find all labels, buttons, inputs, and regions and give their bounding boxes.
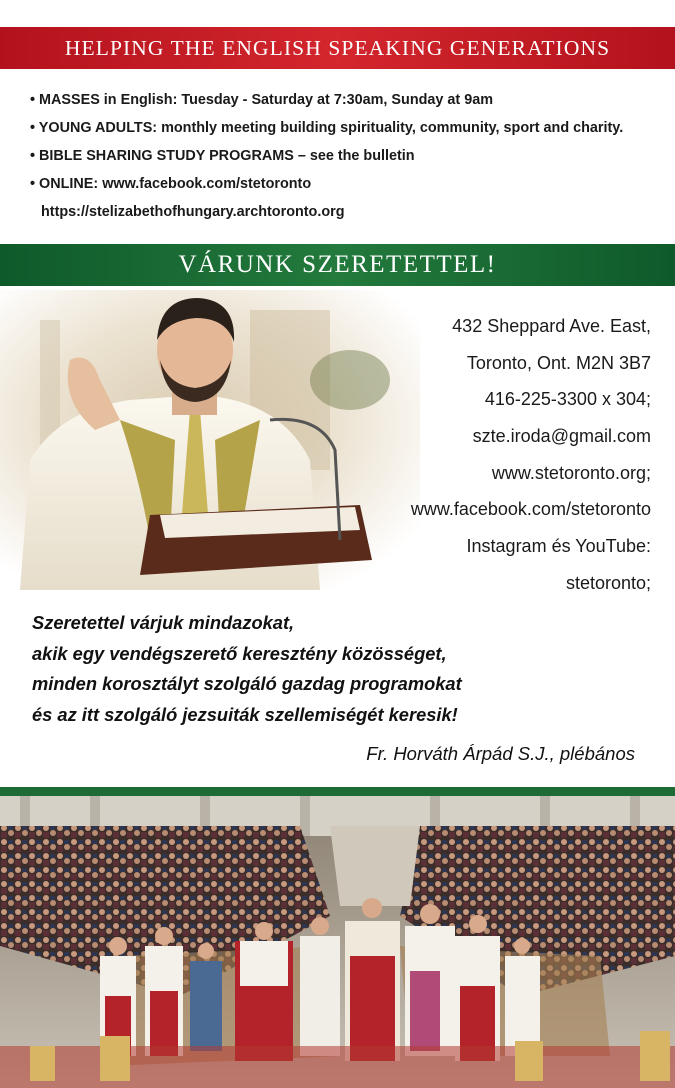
- contact-address-city: Toronto, Ont. M2N 3B7: [466, 352, 651, 373]
- welcome-message: [32, 608, 652, 730]
- divider-rule: [0, 787, 675, 796]
- message-line: akik egy vendégszerető keresztény közösséget,: [32, 642, 447, 664]
- contact-website[interactable]: www.stetoronto.org;: [491, 462, 651, 483]
- contact-facebook[interactable]: www.facebook.com/stetoronto: [410, 499, 651, 520]
- contact-block: [321, 308, 651, 602]
- contact-phone[interactable]: 416-225-3300 x 304;: [484, 389, 651, 410]
- congregation-photo: [0, 796, 675, 1088]
- contact-social-handle[interactable]: stetoronto;: [565, 572, 651, 593]
- message-line: és az itt szolgáló jezsuiták szellemiségét keresik!: [32, 703, 458, 725]
- middle-banner-text: VÁRUNK SZERETETTEL!: [178, 251, 497, 278]
- middle-banner: [0, 244, 675, 286]
- top-strip: [0, 0, 675, 27]
- top-banner-text: HELPING THE ENGLISH SPEAKING GENERATIONS: [64, 35, 611, 60]
- signature: Fr. Horváth Árpád S.J., plébános: [366, 743, 635, 764]
- contact-email[interactable]: szte.iroda@gmail.com: [472, 426, 651, 447]
- contact-social-label: Instagram és YouTube:: [466, 536, 651, 557]
- top-banner: [0, 27, 675, 69]
- info-online-website[interactable]: https://stelizabethofhungary.archtoronto.org: [41, 204, 345, 220]
- info-bible-study: • BIBLE SHARING STUDY PROGRAMS – see the bulletin: [30, 148, 415, 164]
- info-young-adults: • YOUNG ADULTS: monthly meeting building spirituality, community, sport and charity.: [30, 120, 624, 136]
- message-line: minden korosztályt szolgáló gazdag programokat: [32, 673, 462, 694]
- message-line: Szeretettel várjuk mindazokat,: [32, 612, 295, 633]
- contact-address-street: 432 Sheppard Ave. East,: [452, 316, 651, 336]
- info-masses: • MASSES in English: Tuesday - Saturday at 7:30am, Sunday at 9am: [30, 92, 494, 108]
- info-list: [30, 86, 670, 226]
- info-online-facebook[interactable]: • ONLINE: www.facebook.com/stetoronto: [30, 176, 312, 192]
